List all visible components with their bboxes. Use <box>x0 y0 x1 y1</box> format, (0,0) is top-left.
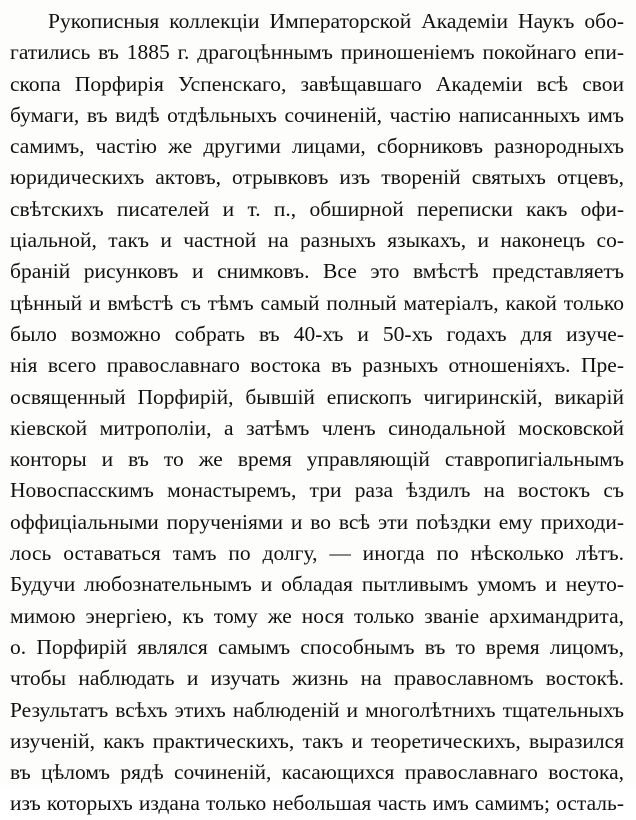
text-line: изъ которыхъ издана только небольшая часть имъ самимъ; осталь- <box>10 791 624 816</box>
text-line: оффиціальными порученіями и во всѣ эти поѣздки ему приходи- <box>10 509 624 534</box>
text-line: чтобы наблюдать и изучать жизнь на православномъ востокѣ. <box>10 666 624 691</box>
text-line: освященный Порфирій, бывшій епископъ чигиринскій, викарій <box>10 384 624 409</box>
text-line: браній рисунковъ и снимковъ. Все это вмѣстѣ представляетъ <box>10 259 624 284</box>
text-line: было возможно собрать въ 40-хъ и 50-хъ годахъ для изуче- <box>10 321 624 346</box>
text-line: Рукописныя коллекціи Императорской Академіи Наукъ обо- <box>48 9 624 33</box>
text-line: изученій, какъ практическихъ, такъ и теоретическихъ, выразился <box>10 728 624 753</box>
text-line: свѣтскихъ писателей и т. п., обширной переписки какъ офи- <box>10 196 624 221</box>
text-line: гатились въ 1885 г. драгоцѣннымъ приношеніемъ покойнаго епи- <box>10 40 624 65</box>
text-line: бумаги, въ видѣ отдѣльныхъ сочиненій, частію написанныхъ имъ <box>10 102 624 127</box>
text-line: въ цѣломъ рядѣ сочиненій, касающихся православнаго востока, <box>10 760 624 785</box>
text-line: Новоспасскимъ монастыремъ, три раза ѣздилъ на востокъ съ <box>10 478 624 503</box>
text-line: мимою энергіею, къ тому же нося только званіе архимандрита, <box>10 603 624 628</box>
text-line: о. Порфирій являлся самымъ способнымъ въ то время лицомъ, <box>10 634 624 659</box>
text-line: нія всего православнаго востока въ разныхъ отношеніяхъ. Пре- <box>10 353 624 378</box>
text-line: конторы и въ то же время управляющій ставропигіальнымъ <box>10 447 624 472</box>
text-line: Результатъ всѣхъ этихъ наблюденій и многолѣтнихъ тщательныхъ <box>10 697 624 722</box>
text-line: кіевской митрополіи, а затѣмъ членъ синодальной московской <box>10 415 624 440</box>
text-line: юридическихъ актовъ, отрывковъ изъ твореній святыхъ отцевъ, <box>10 165 624 190</box>
text-line: самимъ, частію же другими лицами, сборниковъ разнородныхъ <box>10 134 624 159</box>
body-text <box>10 6 624 820</box>
text-line: Будучи любознательнымъ и обладая пытливымъ умомъ и неуто- <box>10 572 624 597</box>
text-line: лось оставаться тамъ по долгу, — иногда по нѣсколько лѣтъ. <box>10 541 624 566</box>
text-line: ціальной, такъ и частной на разныхъ языкахъ, и наконецъ со- <box>10 228 624 253</box>
text-line: цѣнный и вмѣстѣ съ тѣмъ самый полный матеріалъ, какой только <box>10 290 624 315</box>
text-line: скопа Порфирія Успенскаго, завѣщавшаго Академіи всѣ свои <box>10 71 624 96</box>
